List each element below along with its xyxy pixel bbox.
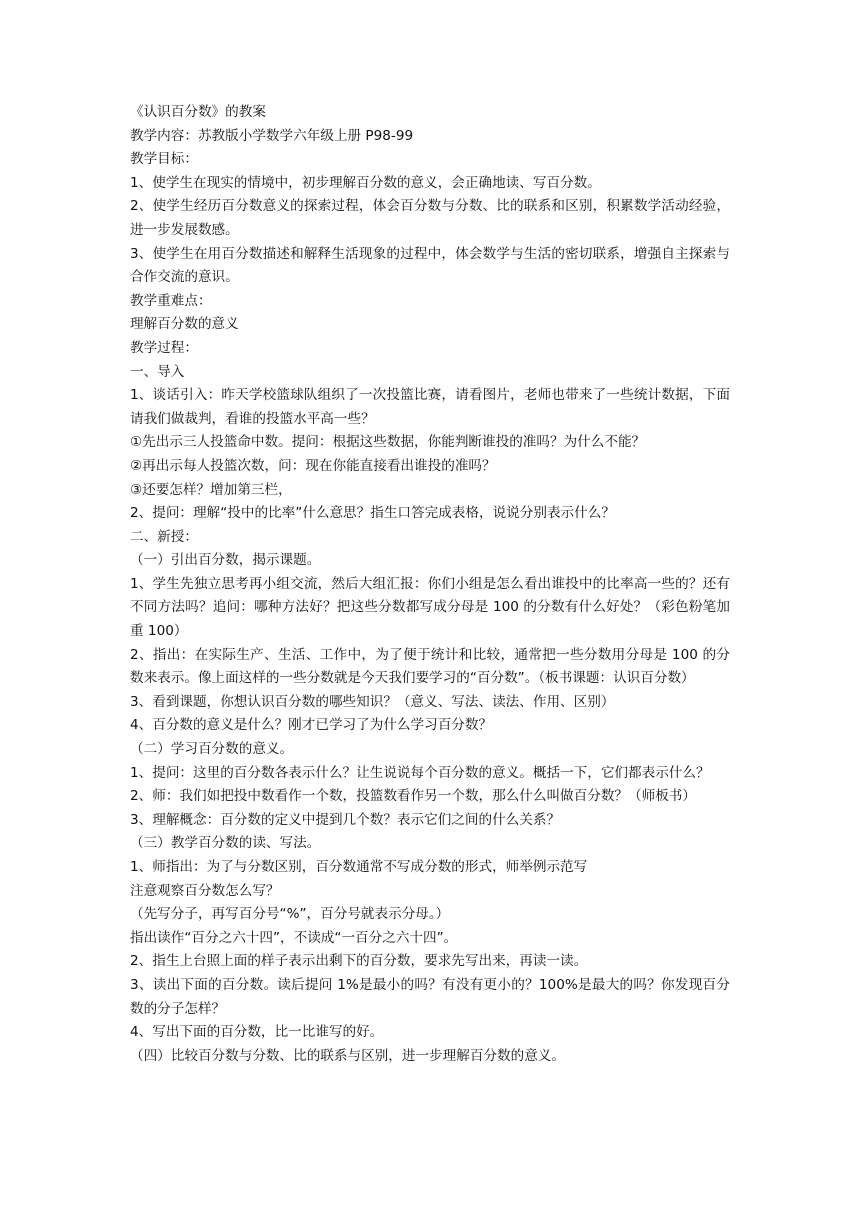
paragraph: ①先出示三人投篮命中数。提问：根据这些数据，你能判断谁投的准吗？为什么不能？ xyxy=(130,434,646,451)
subsection-heading: （二）学习百分数的意义。 xyxy=(130,741,294,758)
paragraph: 1、谈话引入：昨天学校篮球队组织了一次投篮比赛，请看图片，老师也带来了一些统计数据，下面请我们做裁判，看谁的投篮水平高一些？ xyxy=(130,387,730,427)
paragraph: 2、指出：在实际生产、生活、工作中，为了便于统计和比较，通常把一些分数用分母是 100 的分数来表示。像上面这样的一些分数就是今天我们要学习的“百分数”。（板书课题：认识百分数） xyxy=(130,646,730,687)
paragraph: 2、师：我们如把投中数看作一个数，投篮数看作另一个数，那么什么叫做百分数？（师板书） xyxy=(130,788,696,805)
subsection-heading: （四）比较百分数与分数、比的联系与区别，进一步理解百分数的意义。 xyxy=(130,1047,565,1064)
section-heading-key-points: 教学重难点： xyxy=(130,292,212,309)
paragraph: 1、提问：这里的百分数各表示什么？让生说说每个百分数的意义。概括一下，它们都表示什么？ xyxy=(130,764,710,781)
teaching-content: 教学内容：苏教版小学数学六年级上册 P98-99 xyxy=(130,127,414,144)
paragraph: 1、师指出：为了与分数区别，百分数通常不写成分数的形式，师举例示范写 xyxy=(130,859,588,875)
paragraph: 1、学生先独立思考再小组交流，然后大组汇报：你们小组是怎么看出谁投中的比率高一些的？还有不同方法吗？追问：哪种方法好？把这些分数都写成分母是 100 的分数有什么好处？（彩色粉笔加重 100） xyxy=(130,575,730,640)
section-heading-process: 教学过程： xyxy=(130,339,198,356)
paragraph: 2、指生上台照上面的样子表示出剩下的百分数，要求先写出来，再读一读。 xyxy=(130,953,588,970)
part-heading: 一、导入 xyxy=(130,363,185,380)
paragraph: 指出读作“百分之六十四”，不读成“一百分之六十四”。 xyxy=(130,929,458,946)
paragraph: 4、写出下面的百分数，比一比谁写的好。 xyxy=(130,1024,384,1041)
subsection-heading: （三）教学百分数的读、写法。 xyxy=(130,835,321,852)
subsection-heading: （一）引出百分数，揭示课题。 xyxy=(130,552,321,569)
paragraph: 4、百分数的意义是什么？刚才已学习了为什么学习百分数？ xyxy=(130,717,493,734)
paragraph: 注意观察百分数怎么写？ xyxy=(130,882,280,899)
paragraph: 2、提问：理解“投中的比率”什么意思？指生口答完成表格，说说分别表示什么？ xyxy=(130,505,615,522)
objective-item: 3、使学生在用百分数描述和解释生活现象的过程中，体会数学与生活的密切联系，增强自主探索与合作交流的意识。 xyxy=(130,245,730,286)
paragraph: 3、读出下面的百分数。读后提问 1%是最小的吗？有没有更小的？100%是最大的吗？你发现百分数的分子怎样？ xyxy=(130,976,730,1017)
paragraph: ②再出示每人投篮次数，问：现在你能直接看出谁投的准吗？ xyxy=(130,457,496,474)
doc-title: 《认识百分数》的教案 xyxy=(130,104,266,120)
document-body xyxy=(130,101,730,1068)
paragraph: （先写分子，再写百分号“%”，百分号就表示分母。） xyxy=(130,906,450,923)
section-heading-objectives: 教学目标： xyxy=(130,151,198,168)
key-point: 理解百分数的意义 xyxy=(130,316,239,333)
paragraph: 3、理解概念：百分数的定义中提到几个数？表示它们之间的什么关系？ xyxy=(130,811,561,828)
objective-item: 1、使学生在现实的情境中，初步理解百分数的意义，会正确地读、写百分数。 xyxy=(130,174,601,191)
part-heading: 二、新授： xyxy=(130,528,198,545)
paragraph: 3、看到课题，你想认识百分数的哪些知识？（意义、写法、读法、作用、区别） xyxy=(130,693,615,710)
objective-item: 2、使学生经历百分数意义的探索过程，体会百分数与分数、比的联系和区别，积累数学活动经验，进一步发展数感。 xyxy=(130,198,730,238)
paragraph: ③还要怎样？增加第三栏， xyxy=(130,481,292,498)
